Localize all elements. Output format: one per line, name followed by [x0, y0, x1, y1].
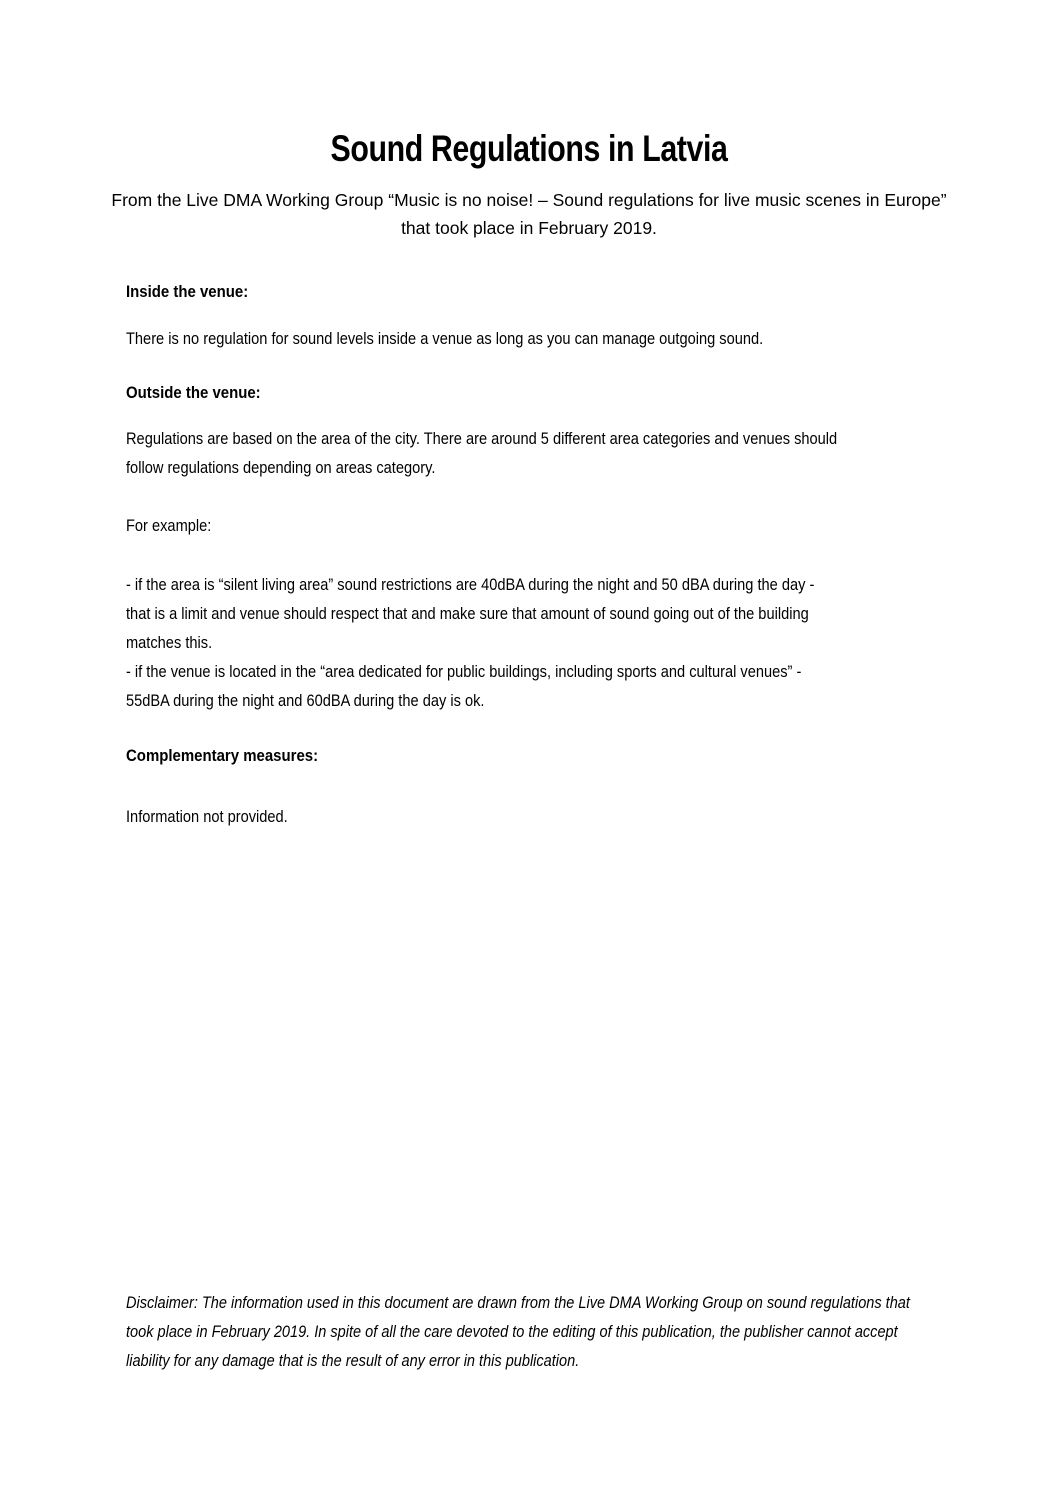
- section-text-inside: [126, 324, 840, 353]
- disclaimer: [126, 1288, 930, 1375]
- text-line: that is a limit and venue should respect that and make sure that amount of sound going out of the building: [126, 604, 809, 623]
- example-list: [126, 570, 840, 715]
- text-line: Regulations are based on the area of the city. There are around 5 different area categories and venues should: [126, 429, 838, 448]
- section-text-complementary: [126, 802, 840, 831]
- text-line: - if the venue is located in the “area dedicated for public buildings, including sports and cultural venues” -: [126, 662, 802, 681]
- text-line: - if the area is “silent living area” sound restrictions are 40dBA during the night and 50 dBA during the day -: [126, 575, 815, 594]
- section-text-outside: [126, 424, 840, 482]
- text-line: 55dBA during the night and 60dBA during the day is ok.: [126, 691, 485, 710]
- subtitle-line: that took place in February 2019.: [401, 218, 657, 238]
- text-line: follow regulations depending on areas category.: [126, 458, 436, 477]
- text-line: Information not provided.: [126, 807, 288, 826]
- section-heading-outside: Outside the venue:: [126, 383, 261, 402]
- page-title: Sound Regulations in Latvia: [330, 128, 728, 169]
- disclaimer-line: liability for any damage that is the result of any error in this publication.: [126, 1351, 580, 1370]
- text-line: For example:: [126, 516, 212, 535]
- page-subtitle: [90, 186, 968, 242]
- text-line: matches this.: [126, 633, 213, 652]
- disclaimer-line: Disclaimer: The information used in this document are drawn from the Live DMA Working Group on sound regulations that: [126, 1293, 910, 1312]
- subtitle-line: From the Live DMA Working Group “Music is no noise! – Sound regulations for live music scenes in Europe”: [111, 190, 947, 210]
- text-line: There is no regulation for sound levels inside a venue as long as you can manage outgoing sound.: [126, 329, 764, 348]
- section-heading-inside: Inside the venue:: [126, 282, 249, 301]
- disclaimer-line: took place in February 2019. In spite of all the care devoted to the editing of this publication, the publisher cannot accept: [126, 1322, 898, 1341]
- example-label: [126, 511, 840, 540]
- section-heading-complementary: Complementary measures:: [126, 746, 319, 765]
